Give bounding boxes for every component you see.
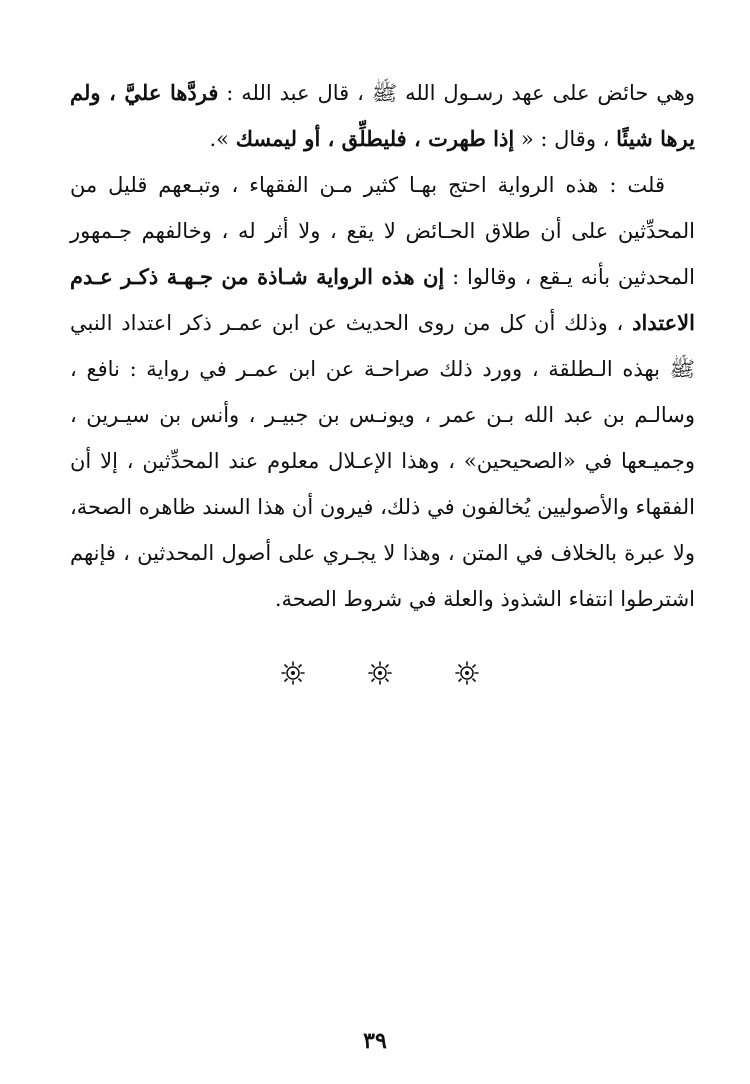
- paragraph-1: [70, 70, 695, 162]
- page-number: ٣٩: [363, 1028, 387, 1054]
- flower-ornament-icon: [367, 660, 393, 686]
- section-divider-ornaments: [280, 660, 480, 686]
- flower-ornament-icon: [280, 660, 306, 686]
- p1-bold-2: إذا طهرت ، فليطلِّق ، أو ليمسك: [235, 126, 515, 151]
- paragraph-2: [70, 162, 695, 622]
- p1-bold-1: فردَّها عليَّ ، ولم يرها شيئًا: [70, 80, 695, 151]
- p2-bold-1: إن هذه الرواية شـاذة من جـهـة ذكـر عـدم الاعتداد: [70, 264, 695, 335]
- p1-text-2: ، وقال : «: [514, 127, 617, 151]
- p2-text-1: قلت : هذه الرواية احتج بهـا كثير مـن الفقهاء ، وتبـعهم قليل من المحدِّثين على أن طلاق الحـائض لا يقع ، ولا أثر له ، وخالفهم جـمهور المحدثين بأنه يـقع ، وقالوا :: [70, 173, 696, 289]
- p2-text-2: ، وذلك أن كل من روى الحديث عن ابن عمـر ذكر اعتداد النبي ﷺ بهذه الـطلقة ، وورد ذلك صراحـة عن ابن عمـر في رواية : نافع ، وسالـم بن عبد الله بـن عمر ، ويونـس بن جبيـر ، وأنس بن سيـرين ، وجميـعها في «الصحيحين» ، وهذا الإعـلال معلوم عند المحدِّثين ، إلا أن الفقهاء والأصوليين يُخالفون في ذلك، فيرون أن هذا السند ظاهره الصحة، ولا عبرة بالخلاف في المتن ، وهذا لا يجـري على أصول المحدثين ، فإنهم اشترطوا انتفاء الشذوذ والعلة في شروط الصحة.: [70, 311, 695, 611]
- p1-text-1: وهي حائض على عهد رسـول الله ﷺ ، قال عبد الله :: [218, 81, 695, 105]
- flower-ornament-icon: [454, 660, 480, 686]
- p1-text-3: ».: [209, 127, 236, 151]
- page-body: [70, 70, 695, 622]
